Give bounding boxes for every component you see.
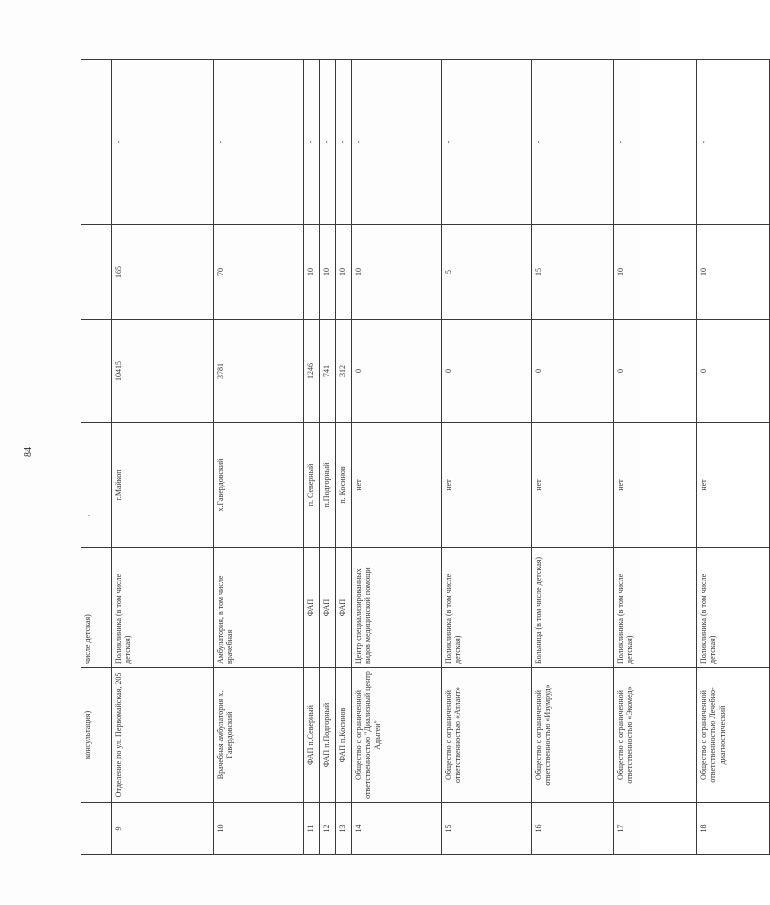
table-row xyxy=(319,60,335,855)
table-cell-extra: - xyxy=(213,60,303,225)
table-cell-division: Общество с ограниченной ответственностью «Изумруд» xyxy=(531,668,613,803)
table-cell-type: Поликлиника (в том числе детская) xyxy=(696,548,769,668)
table-cell-num: 18 xyxy=(696,803,769,855)
table-cell-division: Общество с ограниченной ответственностью «Атлант» xyxy=(441,668,531,803)
table-row xyxy=(696,60,769,855)
table-cell-type: ФАП xyxy=(335,548,351,668)
table-cell-population: 312 xyxy=(335,320,351,423)
table-cell-beds: 5 xyxy=(441,225,531,320)
table-cell-num: 10 xyxy=(213,803,303,855)
table-row xyxy=(613,60,696,855)
table-cell-population: 0 xyxy=(351,320,441,423)
table-cell-settlement: г.Майкоп xyxy=(111,423,213,548)
table-cell-settlement: нет xyxy=(531,423,613,548)
table-row xyxy=(213,60,303,855)
header-cell-extra xyxy=(81,60,111,225)
table-cell-extra: - xyxy=(335,60,351,225)
table-cell-beds: 10 xyxy=(335,225,351,320)
table-cell-extra: - xyxy=(696,60,769,225)
table-cell-beds: 10 xyxy=(351,225,441,320)
table-cell-beds: 10 xyxy=(696,225,769,320)
table-cell-type: Поликлиника (в том числе детская) xyxy=(613,548,696,668)
table-cell-num: 15 xyxy=(441,803,531,855)
table-cell-type: Центр специализированных видов медицинской помощи xyxy=(351,548,441,668)
table-cell-extra: - xyxy=(613,60,696,225)
table-cell-beds: 15 xyxy=(531,225,613,320)
table-row xyxy=(303,60,319,855)
header-cell-division: консультация) xyxy=(81,668,111,803)
table-cell-num: 14 xyxy=(351,803,441,855)
table-cell-extra: - xyxy=(111,60,213,225)
table-cell-division: Общество с ограниченной ответственностью Лечебно-диагностический xyxy=(696,668,769,803)
table-cell-type: Амбулатория, в том числе врачебная xyxy=(213,548,303,668)
table-cell-beds: 70 xyxy=(213,225,303,320)
table-cell-extra: - xyxy=(531,60,613,225)
table-cell-type: Поликлиника (в том числе детская) xyxy=(441,548,531,668)
table-cell-population: 0 xyxy=(613,320,696,423)
rotated-table-container xyxy=(81,60,727,855)
table-cell-type: Больница (в том числе детская) xyxy=(531,548,613,668)
table-cell-settlement: нет xyxy=(351,423,441,548)
table-cell-division: ФАП п.Косинов xyxy=(335,668,351,803)
header-cell-beds xyxy=(81,225,111,320)
table-cell-division: Общество с ограниченной ответственностью «Экомед» xyxy=(613,668,696,803)
table-cell-beds: 165 xyxy=(111,225,213,320)
table-cell-num: 16 xyxy=(531,803,613,855)
table-row xyxy=(111,60,213,855)
table-cell-settlement: нет xyxy=(613,423,696,548)
table-cell-division: Отделение по ул. Первомайская, 205 xyxy=(111,668,213,803)
table-header-row xyxy=(81,60,111,855)
table-cell-division: ФАП п.Северный xyxy=(303,668,319,803)
table-cell-num: 12 xyxy=(319,803,335,855)
table-cell-division: Врачебная амбулатория х. Гавердовский xyxy=(213,668,303,803)
table-row xyxy=(531,60,613,855)
table-cell-division: ФАП п.Подгорный xyxy=(319,668,335,803)
table-cell-type: ФАП xyxy=(303,548,319,668)
table-cell-population: 10415 xyxy=(111,320,213,423)
table-cell-beds: 10 xyxy=(319,225,335,320)
table-cell-num: 11 xyxy=(303,803,319,855)
header-cell-settlement xyxy=(81,423,111,548)
table-cell-population: 0 xyxy=(441,320,531,423)
table-cell-num: 17 xyxy=(613,803,696,855)
table-cell-population: 0 xyxy=(696,320,769,423)
table-cell-population: 3781 xyxy=(213,320,303,423)
table-cell-extra: - xyxy=(303,60,319,225)
medical-facilities-table xyxy=(81,59,770,855)
table-cell-settlement: п.Подгорный xyxy=(319,423,335,548)
header-cell-type: числе детская) xyxy=(81,548,111,668)
page-number: 84 xyxy=(23,447,34,457)
header-cell-population xyxy=(81,320,111,423)
table-row xyxy=(351,60,441,855)
table-cell-population: 741 xyxy=(319,320,335,423)
table-cell-extra: - xyxy=(319,60,335,225)
table-cell-settlement: нет xyxy=(696,423,769,548)
table-cell-population: 1246 xyxy=(303,320,319,423)
table-cell-division: Общество с ограниченной ответственностью "Диализный центр Адыгеи" xyxy=(351,668,441,803)
table-row xyxy=(335,60,351,855)
table-cell-num: 9 xyxy=(111,803,213,855)
table-cell-beds: 10 xyxy=(303,225,319,320)
table-row xyxy=(441,60,531,855)
table-cell-settlement: х.Гавердовский xyxy=(213,423,303,548)
table-cell-settlement: п. Косинов xyxy=(335,423,351,548)
table-cell-type: Поликлиника (в том числе детская) xyxy=(111,548,213,668)
header-cell-num xyxy=(81,803,111,855)
table-cell-population: 0 xyxy=(531,320,613,423)
table-cell-type: ФАП xyxy=(319,548,335,668)
table-cell-settlement: п. Северный xyxy=(303,423,319,548)
table-cell-extra: - xyxy=(441,60,531,225)
table-cell-extra: - xyxy=(351,60,441,225)
table-cell-num: 13 xyxy=(335,803,351,855)
table-cell-beds: 10 xyxy=(613,225,696,320)
table-cell-settlement: нет xyxy=(441,423,531,548)
